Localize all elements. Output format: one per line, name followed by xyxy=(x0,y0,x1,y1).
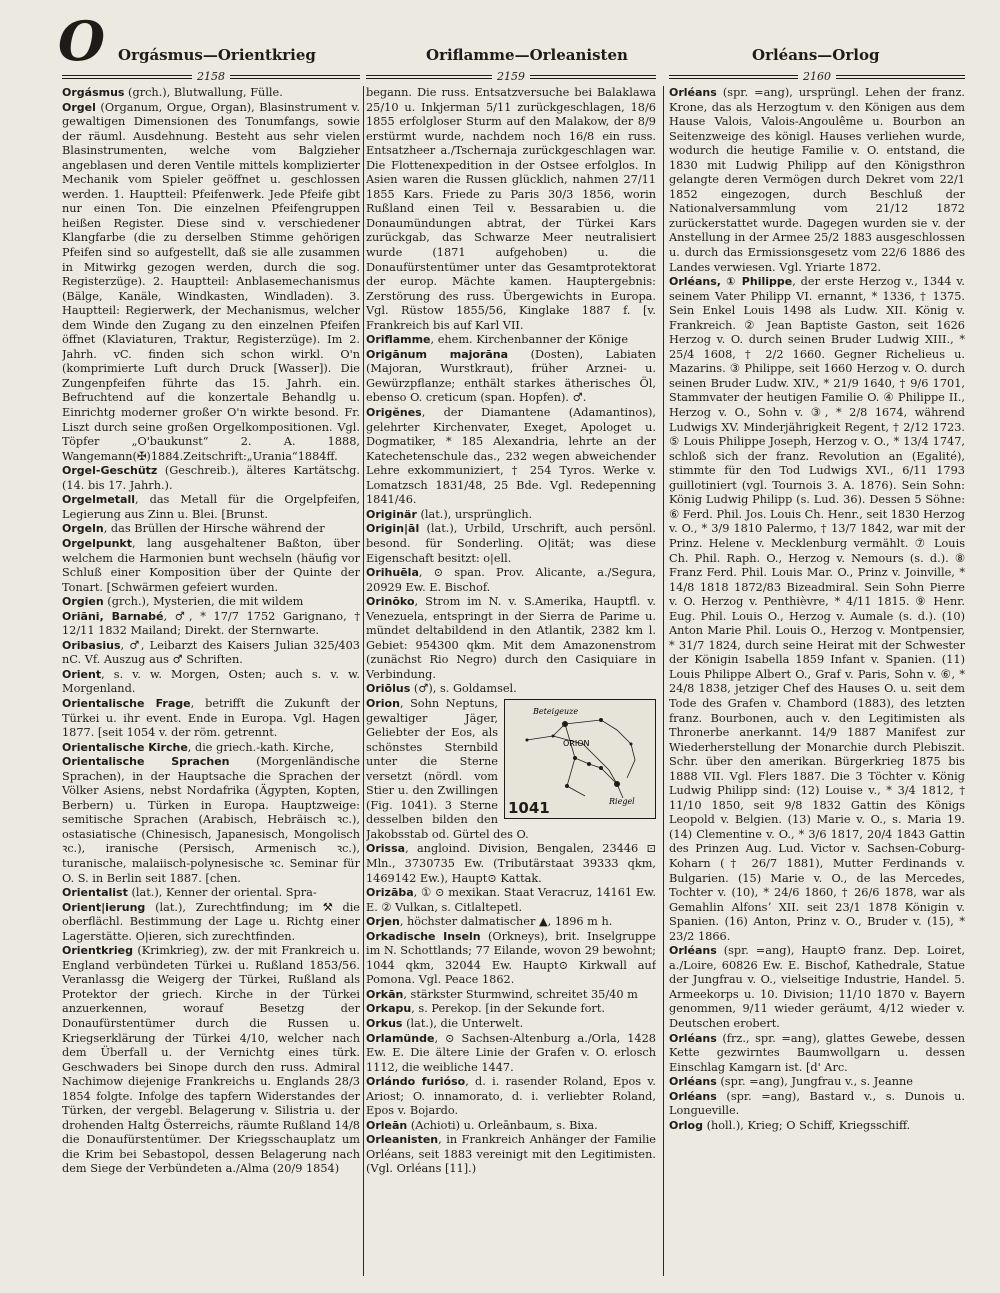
section-letter: O xyxy=(58,9,106,73)
dictionary-entry xyxy=(366,988,656,1003)
dictionary-entry xyxy=(366,1002,656,1017)
page-number-right: 2160 xyxy=(803,70,831,83)
double-rule xyxy=(62,75,192,79)
dictionary-entry xyxy=(62,522,360,537)
entry-headword: Orgel-Geschütz xyxy=(62,464,158,478)
dictionary-entry xyxy=(669,1119,965,1134)
dictionary-entry xyxy=(62,741,360,756)
running-head-left: Orgásmus—Orientkrieg xyxy=(118,46,316,64)
entry-text: (Achioti) u. Orleānbaum, s. Bixa. xyxy=(407,1118,598,1132)
entry-text: , ehem. Kirchenbanner der Könige xyxy=(430,333,629,347)
dictionary-entry xyxy=(62,639,360,668)
entry-headword: Orlándo furióso xyxy=(366,1075,466,1089)
entry-headword: Orgeln xyxy=(62,522,104,536)
entry-text: , ♂, Leibarzt des Kaisers Julian 325/403 nC. Vf. Auszug aus ♂ Schriften. xyxy=(62,638,360,667)
entry-headword: Orléans xyxy=(669,944,717,958)
dictionary-entry xyxy=(62,101,360,465)
entry-text: (lat.), Urbild, Urschrift, auch persönl. besond. für Sonderling. O|ität; was diese Eigenschaft besitzt: o|ell. xyxy=(366,522,656,565)
entry-headword: Orgien xyxy=(62,595,104,609)
double-rule xyxy=(530,75,656,79)
entry-headword: Orléans xyxy=(669,1031,717,1045)
double-rule xyxy=(836,75,965,79)
dictionary-entry xyxy=(366,697,656,842)
page-number-row-right xyxy=(669,70,965,84)
entry-text: (Geschreib.), älteres Kartätschg. (14. bis 17. Jahrh.). xyxy=(62,464,360,492)
entry-text: , d. i. rasender Roland, Epos v. Ariost; O. innamorato, d. i. verliebter Roland, Epos v. Bojardo. xyxy=(366,1075,656,1118)
entry-text: (spr. =ang), Haupt⊙ franz. Dep. Loiret, a./Loire, 60826 Ew. E. Bischof, Kathedrale, Statue der Jungfrau v. O., vielseitige Industrie, Handel. 5. Armeekorps u. 10. Division; 11/10 1870 v. Bayern genommen, 9/11 wieder geräumt, 4/12 wieder v. Deutschen erobert. xyxy=(669,944,965,1030)
entry-headword: Origĕnes xyxy=(366,406,422,420)
entry-headword: Orkadische Inseln xyxy=(366,929,481,943)
entry-headword: Orinōko xyxy=(366,595,415,609)
dictionary-entry xyxy=(366,1119,656,1134)
dictionary-entry xyxy=(669,275,965,944)
entry-text: , betrifft die Zukunft der Türkei u. ihr event. Ende in Europa. Vgl. Hagen 1877. [seit 1054 v. der röm. getrennt. xyxy=(62,696,360,740)
entry-headword: Orgelpunkt xyxy=(62,536,132,550)
column-3 xyxy=(669,86,965,1276)
dictionary-entry xyxy=(62,697,360,741)
entry-text: , angloind. Division, Bengalen, 23446 ⊡ Mln., 3730735 Ew. (Tributärstaat 39333 qkm, 1469142 Ew.), Haupt⊙ Kattak. xyxy=(366,842,656,885)
entry-headword: Oriāni, Barnabé xyxy=(62,609,164,623)
entry-text: (Orkneys), brit. Inselgruppe im N. Schottlands; 77 Eilande, wovon 29 bewohnt; 1044 qkm, 32044 Ew. Haupt⊙ Kirkwall auf Pomona. Vgl. Peace 1862. xyxy=(366,929,656,987)
dictionary-entry xyxy=(669,1032,965,1076)
figure-label-top: Beteigeuze xyxy=(533,706,579,716)
double-rule xyxy=(230,75,360,79)
entry-headword: Originär xyxy=(366,507,417,521)
entry-text: , das Metall für die Orgelpfeifen, Legierung aus Zinn u. Blei. [Brunst. xyxy=(62,493,360,521)
entry-headword: Orion xyxy=(366,696,400,710)
running-head-right: Orléans—Orlog xyxy=(752,46,880,64)
entry-text: , Strom im N. v. S.Amerika, Hauptfl. v. Venezuela, entspringt in der Sierra de Parime u. mündet deltabildend in den Atlantik, 2382 km l. Gebiet: 954300 qkm. Mit dem Amazonenstrom (zunächst Rio Negro) durch den Casiquiare in Verbindung. xyxy=(366,595,656,681)
entry-headword: Oriōlus xyxy=(366,682,411,696)
column-divider xyxy=(663,86,664,1276)
page-number-left: 2158 xyxy=(197,70,225,83)
dictionary-entry xyxy=(366,930,656,988)
dictionary-entry xyxy=(366,1075,656,1119)
entry-text: (lat.), Zurechtfindung; im ⚒ die oberflächl. Bestimmung der Lage u. Richtg einer Lagerstätte. O|ieren, sich zurechtfinden. xyxy=(62,900,360,943)
page-number-row-center xyxy=(366,70,656,84)
dictionary-entry xyxy=(62,944,360,1177)
entry-headword: Orientalische Kirche xyxy=(62,740,188,754)
entry-headword: Orléans xyxy=(669,1089,717,1103)
entry-text: (Dosten), Labiaten (Majoran, Wurstkraut), früher Arznei- u. Gewürzpflanze; enthält starkes ätherisches Öl, ebenso O. creticum (span. Hopfen). ♂. xyxy=(366,347,656,405)
entry-text: (lat.), Kenner der oriental. Spra- xyxy=(127,886,317,900)
entry-text: (lat.), die Unterwelt. xyxy=(402,1017,524,1030)
entry-headword: Orléans xyxy=(669,86,717,99)
entry-text: , ① ⊙ mexikan. Staat Veracruz, 14161 Ew. E. ② Vulkan, s. Citlaltepetl. xyxy=(366,886,656,914)
entry-headword: Orient|ierung xyxy=(62,900,146,914)
dictionary-entry xyxy=(62,610,360,639)
entry-headword: Origānum majorāna xyxy=(366,347,509,361)
entry-headword: Orleān xyxy=(366,1118,408,1132)
page-number-row-left xyxy=(62,70,360,84)
entry-text: begann. Die russ. Entsatzversuche bei Balaklawa 25/10 u. Inkjerman 5/11 zurückgeschlagen, 18/6 1855 erfolgloser Sturm auf den Malakow, der 8/9 erstürmt wurde, nachdem noch 16/8 ein russ. Entsatzheer a./Tschernaja zurückgeschlagen war. Die Flottenexpedition in der Ostsee erfolglos. In Asien waren die Russen glücklich, nahmen 27/11 1855 Kars. Friede zu Paris 30/3 1856, worin Rußland einen Teil v. Bessarabien u. die Donaumündungen abtrat, der Türkei Kars zurückgab, das Schwarze Meer neutralisiert wurde (1871 aufgehoben) u. die Donaufürstentümer unter das Gesamtprotektorat der europ. Mächte kamen. Hauptergebnis: Zerstörung des russ. Übergewichts in Europa. Vgl. Rüstow 1855/56, Kinglake 1887 f. [v. Frankreich bis auf Karl VII. xyxy=(366,86,656,332)
dictionary-entry xyxy=(366,406,656,508)
dictionary-entry xyxy=(62,886,360,901)
entry-text: , s. v. w. Morgen, Osten; auch s. v. w. Morgenland. xyxy=(62,667,360,696)
dictionary-entry xyxy=(366,1133,656,1177)
entry-headword: Oribasius xyxy=(62,638,121,652)
entry-headword: Orjen xyxy=(366,915,400,929)
entry-headword: Orizāba xyxy=(366,886,414,900)
dictionary-entry xyxy=(62,493,360,522)
figure-label-middle: ORION xyxy=(563,738,590,748)
dictionary-entry xyxy=(669,86,965,275)
figure-number: 1041 xyxy=(508,799,550,818)
dictionary-entry xyxy=(62,595,360,610)
dictionary-entry xyxy=(366,508,656,523)
entry-text: , das Brüllen der Hirsche während der xyxy=(103,522,325,536)
dictionary-entry xyxy=(669,944,965,1031)
dictionary-entry xyxy=(366,522,656,566)
entry-headword: Orihuēla xyxy=(366,566,419,580)
entry-text: , ⊙ Sachsen-Altenburg a./Orla, 1428 Ew. E. Die ältere Linie der Grafen v. O. erlosch 1112, die weibliche 1447. xyxy=(366,1031,656,1074)
entry-text: (grch.), Blutwallung, Fülle. xyxy=(124,86,283,99)
dictionary-entry xyxy=(669,1090,965,1119)
dictionary-entry xyxy=(366,886,656,915)
entry-text: (♂), s. Goldamsel. xyxy=(410,682,517,696)
double-rule xyxy=(366,75,492,79)
entry-text: (spr. =ang), ursprüngl. Lehen der franz. Krone, das als Herzogtum v. den Königen aus dem Hause Valois, Valois-Angoulême u. Bourbon an Seitenzweige des königl. Hauses verliehen wurde, wodurch die heutige Familie v. O. entstand, die 1830 mit Ludwig Philipp auf den Königsthron gelangte deren Vermögen durch Dekret vom 22/1 1852 eingezogen, durch Beschluß der Nationalversammlung vom 21/12 1872 zurückerstattet wurde. Dagegen wurden sie v. der Anstellung in der Armee 25/2 1883 ausgeschlossen u. durch das Ermissionsgesetz vom 22/6 1886 des Landes verwiesen. Vgl. Yriarte 1872. xyxy=(669,86,965,274)
dictionary-entry xyxy=(62,668,360,697)
entry-text: , stärkster Sturmwind, schreitet 35/40 m xyxy=(403,987,638,1001)
entry-text: (holl.), Krieg; O Schiff, Kriegsschiff. xyxy=(702,1118,911,1132)
entry-text: , höchster dalmatischer ▲, 1896 m h. xyxy=(399,915,613,929)
dictionary-entry xyxy=(366,915,656,930)
entry-headword: Origin|āl xyxy=(366,522,420,536)
entry-headword: Orissa xyxy=(366,842,406,856)
entry-headword: Orgelmetall xyxy=(62,493,136,507)
dictionary-entry xyxy=(669,1075,965,1090)
dictionary-entry xyxy=(366,333,656,348)
entry-headword: Orientalist xyxy=(62,886,128,900)
entry-headword: Orientkrieg xyxy=(62,944,133,958)
entry-headword: Orléans, ① Philippe xyxy=(669,275,793,289)
entry-headword: Orgel xyxy=(62,100,96,114)
entry-text: , der erste Herzog v., 1344 v. seinem Vater Philipp VI. ernannt, * 1336, † 1375. Sein Enkel Louis 1498 als Ludw. XII. König v. Frankreich. ② Jean Baptiste Gaston, seit 1626 Herzog v. O. durch seinen Bruder Ludwig XIII., * 25/4 1608, † 2/2 1660. Gegner Richelieus u. Mazarins. ③ Philippe, seit 1660 Herzog v. O. durch seinen Bruder Ludw. XIV., * 21/9 1640, † 9/6 1701, Stammvater der heutigen Familie O. ④ Philippe II., Herzog v. O., Sohn v. ③, * 2/8 1674, während Ludwigs XV. Minderjährigkeit Regent, † 2/12 1723. ⑤ Louis Philippe Joseph, Herzog v. O., * 13/4 1747, schloß sich der franz. Revolution an (Egalité), stimmte für den Tod Ludwigs XVI., 6/11 1793 guillotiniert (vgl. Tournois 3. A. 1876). Sein Sohn: König Ludwig Philipp (s. Lud. 36). Dessen 5 Söhne: ⑥ Ferd. Phil. Jos. Louis Ch. Henr., seit 1830 Herzog v. O., * 3/9 1810 Palermo, † 13/7 1842, war mit der Prinz. Helene v. Mecklenburg vermählt. ⑦ Louis Ch. Phil. Raph. O., Herzog v. Nemours (s. d.). ⑧ Franz Ferd. Phil. Louis Mar. O., Prinz v. Joinville, * 14/8 1818 1872/83 Bizeadmiral. Sein Sohn Pierre v. O. Herzog v. Penthièvre, * 4/11 1815. ⑨ Henr. Eug. Phil. Louis O., Herzog v. Aumale (s. d.). (10) Anton Marie Phil. Louis O., Herzog v. Montpensier, * 31/7 1824, durch seine Heirat mit der Schwester der Königin Isabella 1859 Infant v. Spanien. (11) Louis Philippe Albert O., Graf v. Paris, Sohn v. ⑥, * 24/8 1838, jetziger Chef des Hauses O. u. seit dem Tode des Grafen v. Chambord (1883), des letzten franz. Bourbonen, auch v. den Legitimisten als Thronerbe anerkannt. 14/9 1887 Manifest zur Wiederherstellung der Monarchie durch Plebiszit. Schr. über den amerikan. Bürgerkrieg 1875 bis 1888 VII. Vgl. Flers 1887. Die 3 Töchter v. König Ludwig Philipp sind: (12) Louise v., * 3/4 1812, † 11/10 1850, seit 9/8 1832 Gattin des Königs Leopold v. Belgien. (13) Marie v. O., s. Maria 19. (14) Clementine v. O., * 3/6 1817, 20/4 1843 Gattin des Prinzen Aug. Lud. Victor v. Sachsen-Coburg-Koharn († 26/7 1881), Mutter Ferdinands v. Bulgarien. (15) Marie v. O., de las Mercedes, Tochter v. (10), * 24/6 1860, † 26/6 1878, war als Gemahlin Alfonsʼ XII. seit 23/1 1878 Königin v. Spanien. (16) Anton, Prinz v. O., Bruder v. (15), * 23/2 1866. xyxy=(669,275,965,943)
dictionary-entry xyxy=(366,1017,656,1032)
entry-text: (Organum, Orgue, Organ), Blasinstrument v. gewaltigen Dimensionen des Tonumfangs, sowie der räuml. Ausdehnung. Besteht aus sehr vielen Blasinstrumenten, welche vom Balgzieher angeblasen und deren Ventile mittels komplizierter Mechanik vom Spieler geöffnet u. geschlossen werden. 1. Hauptteil: Pfeifenwerk. Jede Pfeife gibt nur einen Ton. Die einzelnen Pfeifengruppen heißen Register. Diese sind v. verschiedener Klangfarbe (die zu derselben Stimme gehörigen Pfeifen sind so aufgestellt, daß sie alle zusammen in Mitwirkg gezogen werden, durch die sog. Registerzüge). 2. Hauptteil: Anblasemechanismus (Bälge, Kanäle, Windkasten, Windladen). 3. Hauptteil: Regierwerk, der Mechanismus, welcher dem Winde den Zugang zu den einzelnen Pfeifen öffnet (Klaviaturen, Traktur, Registerzüge). Im 2. Jahrh. vC. finden sich schon wirkl. O'n (komprimierte Luft durch Druck [Wasser]). Die Zungenpfeifen führte das 15. Jahrh. ein. Befruchtend auf die konzertale Behandlg u. Einrichtg moderner großer O'n wirkte besond. Fr. Liszt durch seine großen Orgelkompositionen. Vgl. Töpfer „O'baukunst“ 2. A. 1888, Wangemann(✠)1884.Zeitschrift:„Urania“1884ff. xyxy=(62,100,360,463)
dictionary-entry xyxy=(62,901,360,945)
entry-text: (Morgenländische Sprachen), in der Hauptsache die Sprachen der Völker Asiens, nebst Nordafrika (Ägypten, Kopten, Berbern) u. Türken in Europa. Hauptzweige: semitische Sprachen (Arabisch, Hebräisch ꝛc.), ostasiatische (Chinesisch, Japanesisch, Mongolisch ꝛc.), iranische (Persisch, Armenisch ꝛc.), turanische, malaiisch-polynesische ꝛc. Seminar für O. S. in Berlin seit 1887. [chen. xyxy=(62,755,360,885)
figure-label-bottom: Riegel xyxy=(609,796,635,806)
entry-text: , lang ausgehaltener Baßton, über welchem die Harmonien bunt wechseln (häufig vor Schluß einer Komposition über der Quinte der Tonart. [Schwärmen gefeiert wurden. xyxy=(62,536,360,594)
dictionary-entry xyxy=(366,86,656,333)
dictionary-entry xyxy=(62,537,360,595)
dictionary-entry xyxy=(366,595,656,682)
entry-text: , in Frankreich Anhänger der Familie Orléans, seit 1883 vereinigt mit den Legitimisten. (Vgl. Orléans [11].) xyxy=(366,1133,656,1176)
entry-headword: Orient xyxy=(62,667,102,681)
dictionary-entry xyxy=(62,755,360,886)
orion-figure xyxy=(504,699,656,819)
column-1 xyxy=(62,86,360,1276)
entry-headword: Orlog xyxy=(669,1118,703,1132)
entry-text: (lat.), ursprünglich. xyxy=(416,507,533,521)
entry-headword: Orientalische Sprachen xyxy=(62,755,230,769)
dictionary-entry xyxy=(366,842,656,886)
column-2 xyxy=(366,86,656,1276)
entry-text: (spr. =ang), Jungfrau v., s. Jeanne xyxy=(716,1075,913,1089)
entry-headword: Orléans xyxy=(669,1075,717,1089)
entry-text: (spr. =ang), Bastard v., s. Dunois u. Longueville. xyxy=(669,1089,965,1118)
dictionary-entry xyxy=(366,682,656,697)
entry-text: , die griech.-kath. Kirche, xyxy=(187,740,334,754)
dictionary-entry xyxy=(366,1032,656,1076)
dictionary-entry xyxy=(366,348,656,406)
entry-text: (frz., spr. =ang), glattes Gewebe, dessen Kette gezwirntes Baumwollgarn u. dessen Einschlag Kamgarn ist. [d' Arc. xyxy=(669,1031,965,1074)
page-number-center: 2159 xyxy=(497,70,525,83)
entry-headword: Orgásmus xyxy=(62,86,125,99)
entry-text: , ⊙ span. Prov. Alicante, a./Segura, 20929 Ew. E. Bischof. xyxy=(366,566,656,594)
entry-headword: Orkapu xyxy=(366,1002,412,1016)
dictionary-entry xyxy=(62,86,360,101)
entry-text: , der Diamantene (Adamantinos), gelehrter Kirchenvater, Exeget, Apologet u. Dogmatiker, * 185 Alexandria, lehrte an der Katechetenschule das., 232 wegen abweichender Lehre exkommuniziert, † 254 Tyros. Werke v. Lomatzsch 1831/48, 25 Bde. Vgl. Redepenning 1841/46. xyxy=(366,406,656,507)
running-head-center: Oriflamme—Orleanisten xyxy=(426,46,628,64)
entry-headword: Orkus xyxy=(366,1017,403,1030)
entry-text: , ♂, * 17/7 1752 Garignano, † 12/11 1832 Mailand; Direkt. der Sternwarte. xyxy=(62,609,360,638)
entry-headword: Orkān xyxy=(366,987,404,1001)
entry-headword: Oriflamme xyxy=(366,333,431,347)
entry-headword: Orleanisten xyxy=(366,1133,439,1147)
entry-text: (grch.), Mysterien, die mit wildem xyxy=(103,595,304,609)
entry-text: , Sohn Neptuns, gewaltiger Jäger, Geliebter der Eos, als schönstes Sternbild unter die Sterne versetzt (nördl. vom Stier u. den Zwillingen (Fig. 1041). 3 Sterne desselben bilden den Jakobsstab od. Gürtel des O. xyxy=(366,696,529,841)
entry-headword: Orientalische Frage xyxy=(62,696,191,710)
entry-text: (Krimkrieg), zw. der mit Frankreich u. England verbündeten Türkei u. Rußland 1853/56. Veranlassg die Weigerg der Türkei, Rußland als Protektor der griech. Kirche in der Türkei anzuerkennen, worauf Besetzg der Donaufürstentümer durch die Russen u. Kriegserklärung der Türkei 4/10, welcher nach dem Überfall u. der Vernichtg eines türk. Geschwaders bei Sinope durch den russ. Admiral Nachimow diejenige Frankreichs u. Englands 28/3 1854 folgte. Infolge des tapfern Widerstandes der Türken, der vergebl. Belagerung v. Silistria u. der drohenden Haltg Österreichs, räumte Rußland 14/8 die Donaufürstentümer. Der Kriegsschauplatz um die Krim bei Sebastopol, dessen Belagerung nach dem Siege der Verbündeten a./Alma (20/9 1854) xyxy=(62,944,360,1176)
entry-text: , s. Perekop. [in der Sekunde fort. xyxy=(411,1002,605,1016)
double-rule xyxy=(669,75,798,79)
column-divider xyxy=(363,86,364,1276)
dictionary-entry xyxy=(62,464,360,493)
entry-headword: Orlamünde xyxy=(366,1031,435,1045)
dictionary-entry xyxy=(366,566,656,595)
